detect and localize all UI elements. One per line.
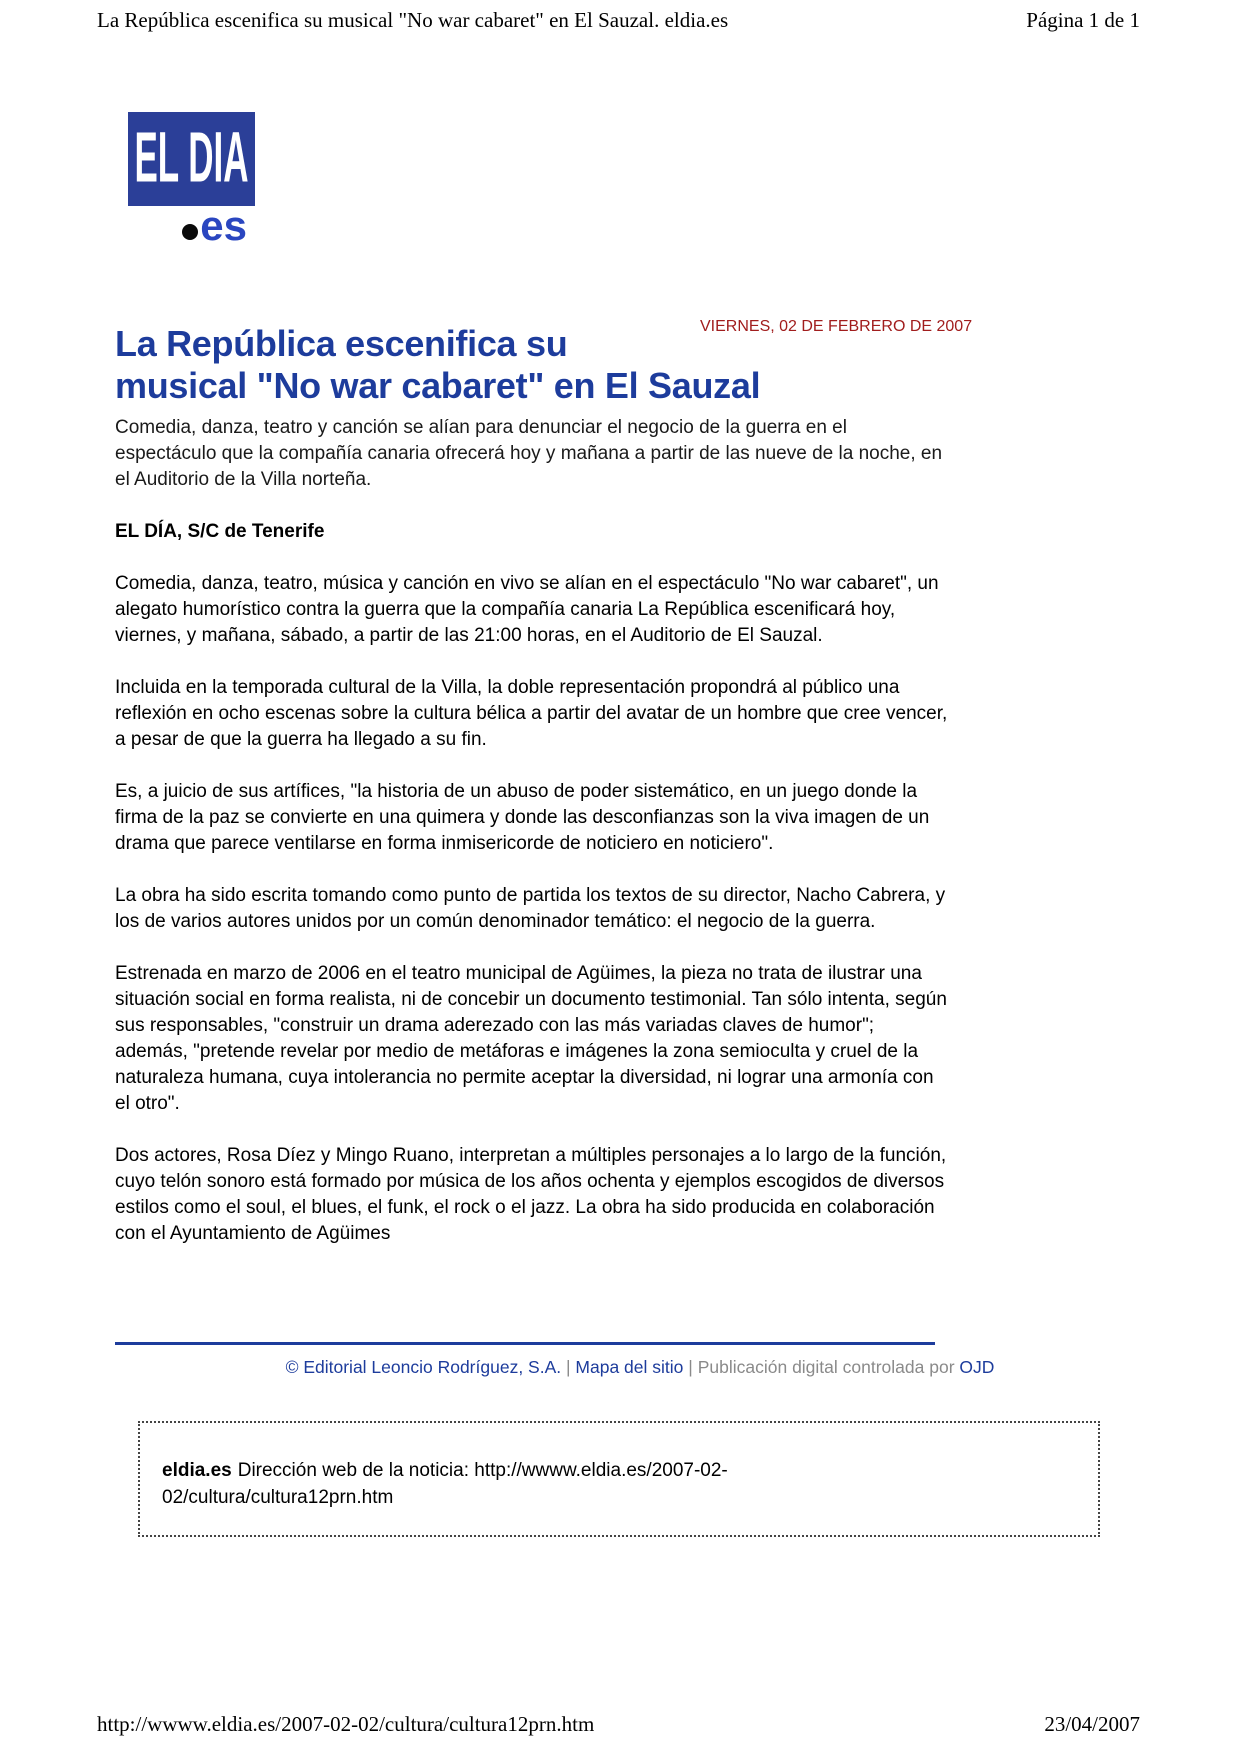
article-footer (115, 1342, 1165, 1378)
eldia-logo-text: EL DIA (134, 118, 249, 198)
article (115, 315, 973, 1247)
article-paragraph: La obra ha sido escrita tomando como punto de partida los textos de su director, Nacho Cabrera, y los de varios autores unidos por un común denominador temático: el negocio de la guerra. (115, 885, 946, 932)
print-footer-url: http://wwww.eldia.es/2007-02-02/cultura/cultura12prn.htm (97, 1712, 595, 1736)
eldia-logo-square (128, 112, 255, 206)
article-title-line-1: La República escenifica su (115, 323, 568, 364)
article-title-line-2: musical "No war cabaret" en El Sauzal (115, 365, 761, 406)
notice-brand: eldia.es (162, 1460, 232, 1481)
eldia-logo-suffix: es (200, 202, 247, 249)
notice-box (138, 1421, 1100, 1537)
print-footer (97, 1712, 1140, 1737)
article-paragraph: Incluida en la temporada cultural de la Villa, la doble representación propondrá al público una reflexión en ocho escenas sobre la cultura bélica a partir del avatar de un hombre que cree vencer, a pesar de que la guerra ha llegado a su fin. (115, 677, 948, 750)
notice-url-line-2: 02/cultura/cultura12prn.htm (162, 1487, 394, 1508)
ojd-link[interactable]: OJD (959, 1357, 995, 1377)
eldia-logo-domain (128, 202, 255, 249)
logo-dot-icon (182, 224, 198, 240)
credits-line (115, 1356, 1165, 1378)
article-byline: EL DÍA, S/C de Tenerife (115, 521, 325, 542)
article-paragraph: Dos actores, Rosa Díez y Mingo Ruano, interpretan a múltiples personajes a lo largo de la función, cuyo telón sonoro está formado por música de los años ochenta y ejemplos escogidos de diversos estilos como el soul, el blues, el funk, el rock o el jazz. La obra ha sido producida en colaboración con el Ayuntamiento de Agüimes (115, 1145, 947, 1244)
article-paragraph: Es, a juicio de sus artífices, "la historia de un abuso de poder sistemático, en un juego donde la firma de la paz se convierte en una quimera y donde las desconfianzas son la viva imagen de un drama que parece ventilarse en forma inmisericorde de noticiero en noticiero". (115, 781, 930, 854)
sitemap-link[interactable]: Mapa del sitio (575, 1357, 684, 1377)
copyright-text: © Editorial Leoncio Rodríguez, S.A. (285, 1357, 562, 1377)
print-header-page-indicator: Página 1 de 1 (1026, 8, 1140, 32)
notice-url-line-1: Dirección web de la noticia: http://wwww.eldia.es/2007-02- (237, 1460, 728, 1481)
print-header (97, 8, 1140, 33)
eldia-logo (128, 112, 255, 249)
article-date: VIERNES, 02 DE FEBRERO DE 2007 (700, 318, 973, 335)
article-subtitle: Comedia, danza, teatro y canción se alían para denunciar el negocio de la guerra en el espectáculo que la compañía canaria ofrecerá hoy y mañana a partir de las nueve de la noche, en el Auditorio de la Villa norteña. (115, 417, 943, 490)
credits-separator: | (688, 1357, 693, 1377)
credits-separator: | (566, 1357, 571, 1377)
print-header-title: La República escenifica su musical "No war cabaret" en El Sauzal. eldia.es (97, 8, 729, 32)
article-paragraph: Comedia, danza, teatro, música y canción en vivo se alían en el espectáculo "No war cabaret", un alegato humorístico contra la guerra que la compañía canaria La República escenificará hoy, viernes, y mañana, sábado, a partir de las 21:00 horas, en el Auditorio de El Sauzal. (115, 573, 939, 646)
divider-rule (115, 1342, 935, 1345)
ojd-note: Publicación digital controlada por (697, 1357, 955, 1377)
print-footer-date: 23/04/2007 (1044, 1712, 1140, 1736)
article-paragraph: Estrenada en marzo de 2006 en el teatro municipal de Agüimes, la pieza no trata de ilustrar una situación social en forma realista, ni de concebir un documento testimonial. Tan sólo intenta, según sus responsables, "construir un drama aderezado con las más variadas claves de humor"; además, "pretende revelar por medio de metáforas e imágenes la zona semioculta y cruel de la naturaleza humana, cuya intolerancia no permite aceptar la diversidad, ni lograr una armonía con el otro". (115, 963, 947, 1114)
